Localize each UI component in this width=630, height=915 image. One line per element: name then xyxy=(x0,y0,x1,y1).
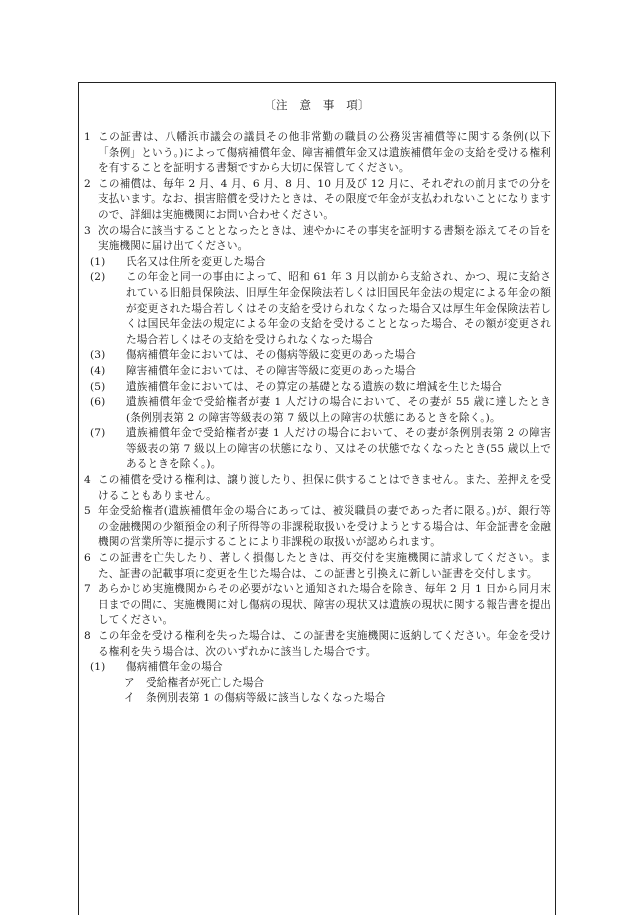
note-number: 4 xyxy=(84,474,91,487)
note-item-2 xyxy=(84,177,551,224)
note-number: 1 xyxy=(84,131,91,143)
note-subitem-3-6 xyxy=(84,395,551,426)
notes-frame xyxy=(78,82,556,915)
note-subitem-3-2 xyxy=(84,270,551,348)
note-text: この証書を亡失したり、著しく損傷したときは、再交付を実施機関に請求してください。また、証書の記載事項に変更を生じた場合は、この証書と引換えに新しい証書を交付します。 xyxy=(98,552,551,580)
note-item-6 xyxy=(84,551,551,582)
note-subitem-3-5 xyxy=(84,380,551,396)
note-number: 7 xyxy=(84,583,91,596)
note-number: 5 xyxy=(84,505,91,518)
subitem-text: 氏名又は住所を変更した場合 xyxy=(126,255,266,268)
note-text: あらかじめ実施機関からその必要がないと通知された場合を除き、毎年 2 月 1 日から同月末日までの間に、実施機関に対し傷病の現状、障害の現状又は遺族の現状に関する報告書を提出してください。 xyxy=(98,583,551,627)
note-number: 6 xyxy=(84,552,91,565)
note-subsubitem-a xyxy=(84,676,551,692)
note-subitem-3-1 xyxy=(84,255,551,271)
note-number: 2 xyxy=(84,177,91,190)
note-text: この証書は、八幡浜市議会の議員その他非常勤の職員の公務災害補償等に関する条例(以下「条例」という。)によって傷病補償年金、障害補償年金又は遺族補償年金の支給を受ける権利を有することを証明する書類ですから大切に保管してください。 xyxy=(98,131,551,175)
note-subitem-8-1 xyxy=(84,660,551,676)
subitem-number: (1) xyxy=(90,255,106,268)
subitem-text: 遺族補償年金においては、その算定の基礎となる遺族の数に増減を生じた場合 xyxy=(126,380,503,393)
note-item-8 xyxy=(84,629,551,660)
note-text: 年金受給権者(遺族補償年金の場合にあっては、被災職員の妻であった者に限る。)が、銀行等の金融機関の少額預金の利子所得等の非課税取扱いを受けようとする場合は、年金証書を金融機関の営業所等に提示することにより非課税の取扱いが認められます。 xyxy=(98,505,551,549)
subsubitem-text: 受給権者が死亡した場合 xyxy=(146,676,265,689)
note-item-5 xyxy=(84,504,551,551)
note-text: この補償を受ける権利は、譲り渡したり、担保に供することはできません。また、差押えを受けることもありません。 xyxy=(98,474,551,502)
note-text: この年金を受ける権利を失った場合は、この証書を実施機関に返納してください。年金を受ける権利を失う場合は、次のいずれかに該当した場合です。 xyxy=(98,630,551,658)
subitem-number: (1) xyxy=(90,661,106,674)
subitem-number: (5) xyxy=(90,380,106,393)
note-number: 3 xyxy=(84,224,91,237)
note-subitem-3-3 xyxy=(84,348,551,364)
note-text: 次の場合に該当することとなったときは、速やかにその事実を証明する書類を添えてその旨を実施機関に届け出てください。 xyxy=(98,224,551,253)
note-subitem-3-7 xyxy=(84,426,551,473)
subitem-text: 遺族補償年金で受給権者が妻 1 人だけの場合において、その妻が 55 歳に達したとき(条例別表第 2 の障害等級表の第 7 級以上の障害の状態にあるときを除く。)。 xyxy=(126,396,551,424)
note-item-7 xyxy=(84,582,551,629)
subitem-number: (7) xyxy=(90,427,106,440)
subitem-text: 遺族補償年金で受給権者が妻 1 人だけの場合において、その妻が条例別表第 2 の障害等級表の第 7 級以上の障害の状態になり、又はその状態でなくなったとき(55 歳以上であるときを除く。)。 xyxy=(126,427,551,471)
notes-heading: 〔注 意 事 項〕 xyxy=(264,98,370,112)
subsubitem-text: 条例別表第 1 の傷病等級に該当しなくなった場合 xyxy=(146,692,386,705)
note-item-3 xyxy=(84,224,551,255)
note-number: 8 xyxy=(84,630,91,642)
subitem-text: 障害補償年金においては、その障害等級に変更のあった場合 xyxy=(126,364,416,377)
notes-body xyxy=(84,130,551,707)
note-item-1 xyxy=(84,130,551,177)
subitem-text: 傷病補償年金においては、その傷病等級に変更のあった場合 xyxy=(126,349,416,362)
subsubitem-number: ア xyxy=(124,676,135,689)
subitem-number: (4) xyxy=(90,364,106,377)
note-item-4 xyxy=(84,473,551,504)
subitem-text: 傷病補償年金の場合 xyxy=(126,661,223,674)
subsubitem-number: イ xyxy=(124,692,135,705)
note-subitem-3-4 xyxy=(84,364,551,380)
subitem-number: (2) xyxy=(90,271,106,284)
subitem-number: (6) xyxy=(90,396,106,409)
subitem-number: (3) xyxy=(90,349,106,362)
note-subsubitem-i xyxy=(84,691,551,707)
subitem-text: この年金と同一の事由によって、昭和 61 年 3 月以前から支給され、かつ、現に支給されている旧船員保険法、旧厚生年金保険法若しくは旧国民年金法の規定による年金の額が変更された場合若しくはその支給を受けられなくなった場合又は厚生年金保険法若しくは国民年金法の規定による年金の支給を受けることとなった場合、その額が変更された場合若しくはその支給を受けられなくなった場合 xyxy=(126,271,551,346)
note-text: この補償は、毎年 2 月、4 月、6 月、8 月、10 月及び 12 月に、それぞれの前月までの分を支払います。なお、損害賠償を受けたときは、その限度で年金が支払われないことになりますので、詳細は実施機関にお問い合わせください。 xyxy=(98,177,551,221)
